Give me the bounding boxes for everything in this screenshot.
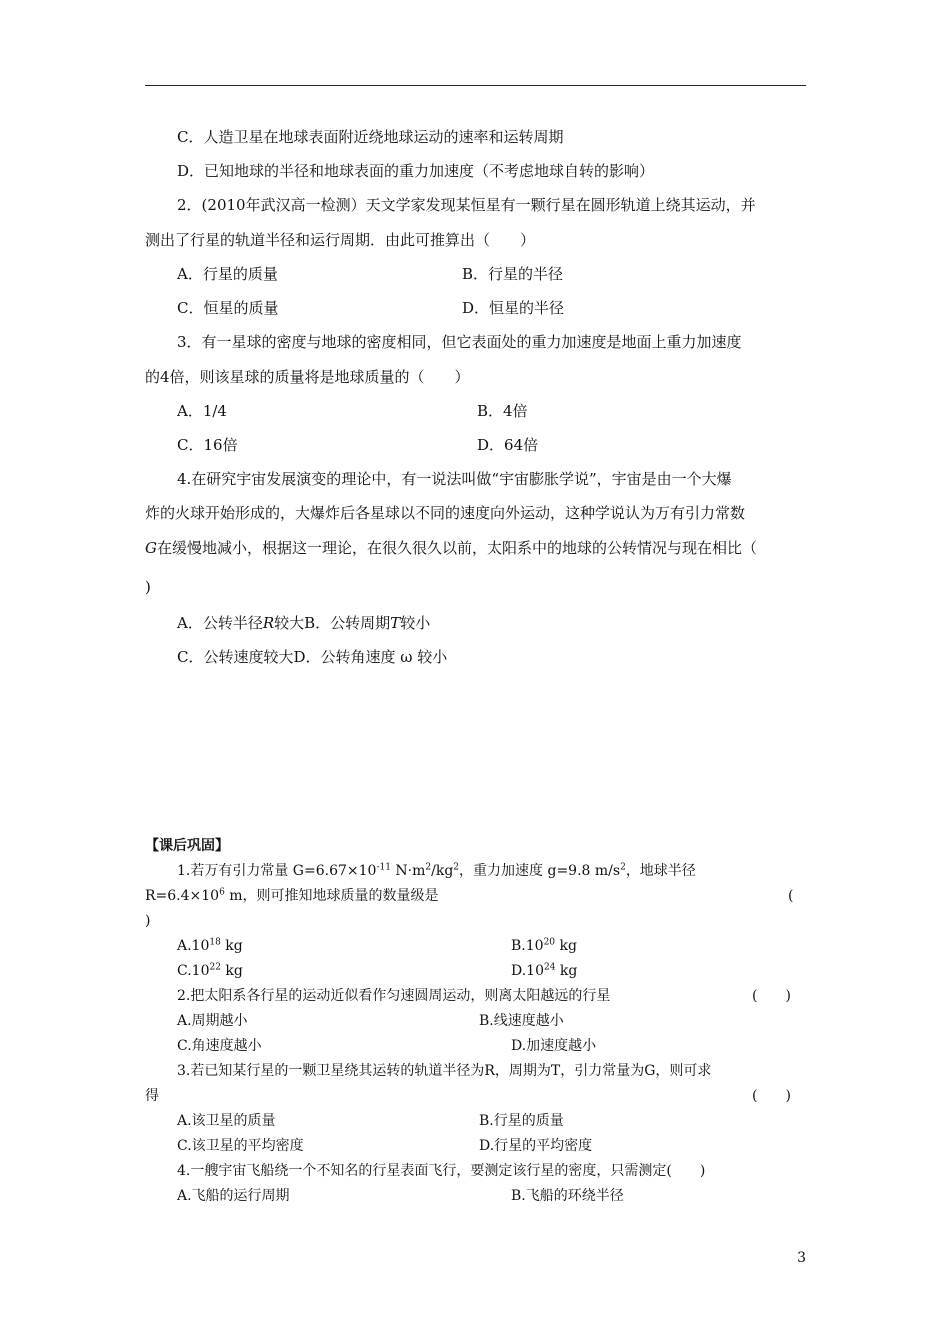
- option-4a-text: A．公转半径: [177, 614, 263, 632]
- q1b-exp: 20: [543, 937, 556, 948]
- review-option-3d: D.行星的平均密度: [479, 1138, 593, 1154]
- review-q1-line3: ): [145, 913, 151, 929]
- q1b-text-2: m，则可推知地球质量的数量级是: [224, 888, 439, 904]
- option-4b-text: 较大B．公转周期: [274, 614, 391, 632]
- review-q1-line1: [177, 862, 696, 880]
- review-q1-paren: (: [788, 888, 794, 904]
- q1d-unit: kg: [555, 963, 578, 979]
- question-2-line2: 测出了行星的轨道半径和运行周期．由此可推算出（ ）: [145, 231, 536, 249]
- q1-text-1: 1.若万有引力常量 G=6.67×10: [177, 863, 377, 879]
- review-q3-line2: 得: [145, 1088, 159, 1104]
- option-3a: A．1/4: [177, 402, 227, 420]
- q1b-unit: kg: [555, 938, 577, 954]
- question-4-line4: ): [145, 578, 151, 596]
- option-4cd: C．公转速度较大D．公转角速度 ω 较小: [177, 648, 448, 666]
- q1-exp-3: 2: [453, 862, 460, 873]
- review-option-4b: B.飞船的环绕半径: [511, 1188, 624, 1204]
- q1a-base: A.10: [177, 938, 210, 954]
- page-number: 3: [797, 1250, 806, 1266]
- option-3c: C．16倍: [177, 436, 238, 454]
- q1-exp-1: -11: [376, 862, 391, 873]
- question-4-line3-text: 在缓慢地减小，根据这一理论，在很久很久以前，太阳系中的地球的公转情况与现在相比（: [156, 539, 757, 557]
- q1-text-2: N·m: [390, 863, 426, 879]
- review-option-1c: [177, 962, 243, 980]
- section-heading: 【课后巩固】: [145, 838, 229, 854]
- header-rule: [145, 85, 806, 86]
- review-q4: 4.一艘宇宙飞船绕一个不知名的行星表面飞行，要测定该行星的密度，只需测定( ): [177, 1163, 706, 1179]
- question-3-line2: 的4倍，则该星球的质量将是地球质量的（ ）: [145, 368, 470, 386]
- option-3b: B．4倍: [477, 402, 528, 420]
- review-q3-paren: ( ): [752, 1088, 791, 1104]
- review-option-4a: A.飞船的运行周期: [177, 1188, 290, 1204]
- q1c-exp: 22: [209, 962, 221, 973]
- q1c-base: C.10: [177, 963, 210, 979]
- option-2a: A．行星的质量: [177, 265, 278, 283]
- variable-t: T: [390, 614, 401, 632]
- q1-exp-4: 2: [620, 862, 626, 873]
- option-3d: D．64倍: [477, 436, 539, 454]
- review-q1-line2: [145, 887, 439, 905]
- question-3-line1: 3．有一星球的密度与地球的密度相同，但它表面处的重力加速度是地面上重力加速度: [177, 333, 742, 351]
- option-1c: C．人造卫星在地球表面附近绕地球运动的速率和运转周期: [177, 128, 564, 146]
- review-option-2b: B.线速度越小: [479, 1013, 564, 1029]
- review-option-1b: [511, 937, 577, 955]
- review-option-1a: [177, 937, 243, 955]
- q1d-exp: 24: [544, 962, 556, 973]
- option-4ab: [177, 613, 430, 633]
- review-option-2c: C.角速度越小: [177, 1038, 262, 1054]
- q1a-unit: kg: [220, 938, 243, 954]
- variable-g: G: [145, 539, 157, 557]
- q1b-base: B.10: [511, 938, 544, 954]
- review-option-3c: C.该卫星的平均密度: [177, 1138, 304, 1154]
- review-option-3b: B.行星的质量: [479, 1113, 564, 1129]
- review-option-1d: [511, 962, 577, 980]
- option-2d: D．恒星的半径: [462, 299, 565, 317]
- q1-text-3: /kg: [431, 863, 454, 879]
- review-q2-paren: ( ): [752, 988, 791, 1004]
- q1a-exp: 18: [209, 937, 221, 948]
- q1b-exp: 6: [219, 887, 225, 898]
- q1d-base: D.10: [511, 963, 544, 979]
- option-4b-suffix: 较小: [400, 614, 431, 632]
- question-4-line1: 4.在研究宇宙发展演变的理论中，有一说法叫做“宇宙膨胀学说”，宇宙是由一个大爆: [177, 470, 732, 488]
- question-4-line2: 炸的火球开始形成的，大爆炸后各星球以不同的速度向外运动，这种学说认为万有引力常数: [145, 504, 746, 522]
- q1-text-5: ，地球半径: [625, 863, 696, 879]
- question-2-line1: 2．(2010年武汉高一检测）天文学家发现某恒星有一颗行星在圆形轨道上绕其运动，并: [177, 196, 756, 214]
- option-1d: D．已知地球的半径和地球表面的重力加速度（不考虑地球自转的影响）: [177, 162, 655, 180]
- q1b-text-1: R=6.4×10: [145, 888, 220, 904]
- review-option-3a: A.该卫星的质量: [177, 1113, 276, 1129]
- q1-exp-2: 2: [425, 862, 432, 873]
- review-q2: 2.把太阳系各行星的运动近似看作匀速圆周运动，则离太阳越远的行星: [177, 988, 611, 1004]
- question-4-line3: [145, 538, 757, 558]
- review-option-2a: A.周期越小: [177, 1013, 248, 1029]
- option-2c: C．恒星的质量: [177, 299, 279, 317]
- q1c-unit: kg: [220, 963, 243, 979]
- option-2b: B．行星的半径: [462, 265, 564, 283]
- review-q3-line1: 3.若已知某行星的一颗卫星绕其运转的轨道半径为R，周期为T，引力常量为G，则可求: [177, 1063, 712, 1079]
- q1-text-4: ，重力加速度 g=9.8 m/s: [459, 863, 621, 879]
- variable-r: R: [262, 614, 275, 632]
- review-option-2d: D.加速度越小: [511, 1038, 597, 1054]
